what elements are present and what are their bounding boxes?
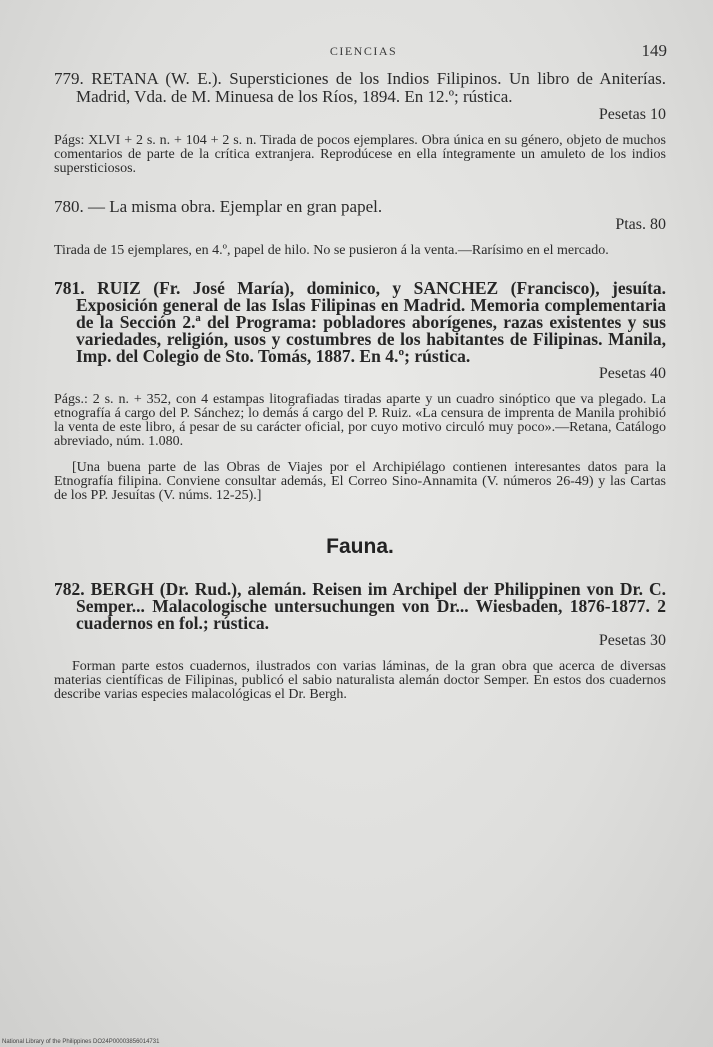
entry-price: Ptas. 80 xyxy=(615,216,666,233)
entry-bracket-note: [Una buena parte de las Obras de Viajes por el Archipiélago contienen interesantes datos para la Etnografía filipina. Conviene consultar además, El Correo Sino-Annamita (V. números 26-49) y las Cartas de los PP. Jesuítas (V. núms. 12-25).] xyxy=(54,460,666,503)
catalog-entry-779 xyxy=(54,70,666,176)
running-title: CIENCIAS xyxy=(329,44,398,58)
entry-price: Pesetas 10 xyxy=(598,106,666,123)
entry-description: 782. BERGH (Dr. Rud.), alemán. Reisen im Archipel der Philippinen von Dr. C. Semper... Malacologische untersuchungen von Dr... Wiesbaden, 1876-1877. 2 cuadernos en fol.; rústica. xyxy=(54,579,666,633)
page-number: 149 xyxy=(641,41,667,60)
entry-description: 779. RETANA (W. E.). Supersticiones de los Indios Filipinos. Un libro de Aniterías. Madrid, Vda. de M. Minuesa de los Ríos, 1894. En 12.º; rústica. xyxy=(54,69,666,106)
page-content xyxy=(54,70,666,702)
catalog-entry-781 xyxy=(54,280,666,503)
running-head xyxy=(60,41,667,64)
entry-description: 781. RUIZ (Fr. José María), dominico, y SANCHEZ (Francisco), jesuíta. Exposición general de las Islas Filipinas en Madrid. Memoria complementaria de la Sección 2.ª del Programa: pobladores aborígenes, razas existentes y sus variedades, religión, usos y costumbres de los habitantes de Filipinas. Manila, Imp. del Colegio de Sto. Tomás, 1887. En 4.º; rústica. xyxy=(54,278,666,366)
library-watermark: National Library of the Philippines DO24P00003856014731 xyxy=(2,1039,160,1045)
entry-note: Págs.: 2 s. n. + 352, con 4 estampas litografiadas tiradas aparte y un cuadro sinóptico que va plegado. La etnografía á cargo del P. Sánchez; lo demás á cargo del P. Ruiz. «La censura de imprenta de Manila prohibió la venta de este libro, á pesar de su carácter oficial, por cuyo motivo circuló muy poco».—Retana, Catálogo abreviado, núm. 1.080. xyxy=(54,392,666,449)
section-heading-fauna: Fauna. xyxy=(326,535,394,558)
entry-note: Tirada de 15 ejemplares, en 4.º, papel de hilo. No se pusieron á la venta.—Rarísimo en el mercado. xyxy=(54,243,609,258)
entry-note: Págs: XLVI + 2 s. n. + 104 + 2 s. n. Tirada de pocos ejemplares. Obra única en su género, objeto de muchos comentarios de parte de la crítica extranjera. Reprodúcese en ella íntegramente un amuleto de los indios supersticiosos. xyxy=(54,133,666,176)
catalog-entry-782 xyxy=(54,581,666,702)
catalog-entry-780 xyxy=(54,198,666,258)
entry-note: Forman parte estos cuadernos, ilustrados con varias láminas, de la gran obra que acerca de diversas materias científicas de Filipinas, publicó el sabio naturalista alemán doctor Semper. En estos dos cuadernos describe varias especies malacológicas el Dr. Bergh. xyxy=(54,659,666,702)
entry-price: Pesetas 40 xyxy=(598,365,666,382)
entry-description: 780. — La misma obra. Ejemplar en gran papel. xyxy=(54,197,383,216)
entry-price: Pesetas 30 xyxy=(598,632,666,649)
